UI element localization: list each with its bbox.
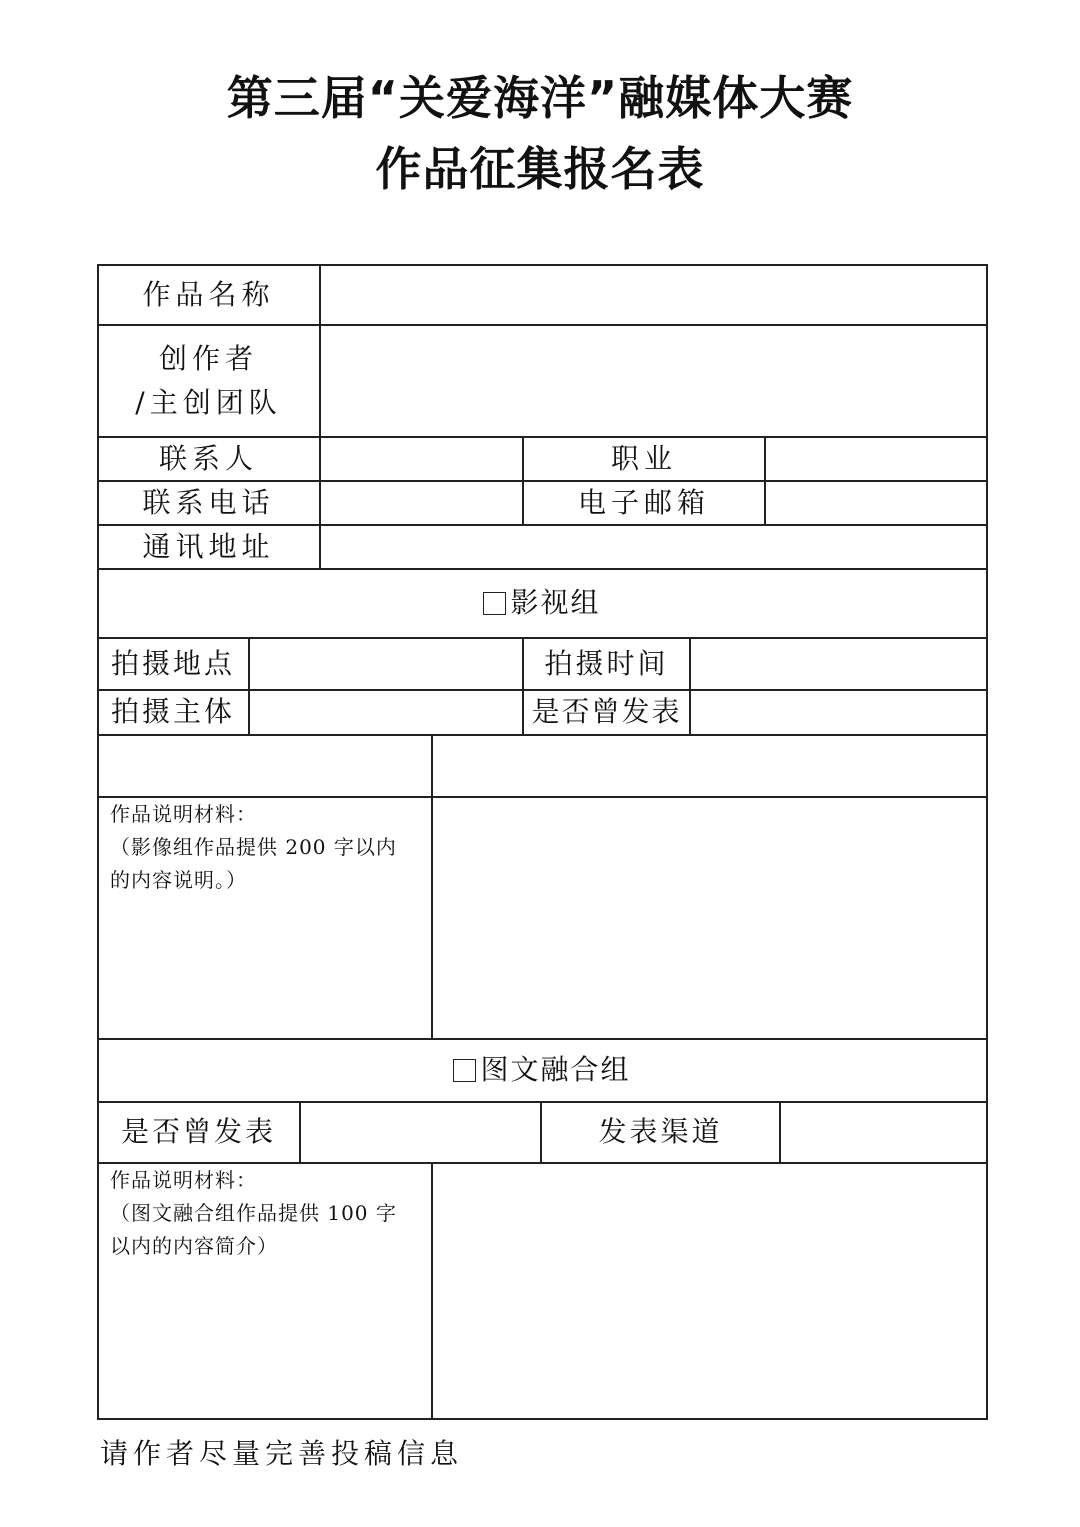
occupation-field[interactable] xyxy=(766,437,986,480)
table-border-bottom xyxy=(97,1418,987,1420)
video-description-field[interactable] xyxy=(433,797,986,1038)
graphic-description-field[interactable] xyxy=(433,1163,986,1418)
creator-label-line1: 创作者 xyxy=(158,342,258,376)
video-group-checkbox[interactable] xyxy=(483,592,506,615)
shoot-location-field[interactable] xyxy=(250,638,522,689)
graphic-group-checkbox[interactable] xyxy=(453,1059,476,1082)
blank-cell-left[interactable] xyxy=(98,735,431,796)
video-group-label: 影视组 xyxy=(510,586,601,620)
graphic-group-header xyxy=(98,1039,986,1101)
footer-note: 请作者尽量完善投稿信息 xyxy=(100,1437,464,1470)
video-description-note: 作品说明材料： （影像组作品提供 200 字以内 的内容说明。） xyxy=(110,802,397,892)
contact-label: 联系人 xyxy=(158,441,258,475)
shoot-subject-label: 拍摄主体 xyxy=(110,695,235,729)
graphic-published-field[interactable] xyxy=(301,1102,540,1162)
address-label: 通讯地址 xyxy=(142,529,275,563)
creator-label-line2: /主创团队 xyxy=(135,385,282,419)
contact-field[interactable] xyxy=(321,437,522,480)
occupation-label: 职业 xyxy=(610,441,677,475)
graphic-group-label: 图文融合组 xyxy=(480,1053,631,1087)
shoot-time-label: 拍摄时间 xyxy=(544,646,669,680)
graphic-description-note: 作品说明材料： （图文融合组作品提供 100 字 以内的内容简介） xyxy=(110,1168,397,1258)
shoot-location-label: 拍摄地点 xyxy=(110,646,235,680)
phone-label: 联系电话 xyxy=(142,485,275,519)
publish-channel-label: 发表渠道 xyxy=(598,1115,723,1149)
publish-channel-field[interactable] xyxy=(781,1102,986,1162)
work-name-field[interactable] xyxy=(321,265,986,324)
blank-cell-right[interactable] xyxy=(433,735,986,796)
video-group-header xyxy=(98,569,986,637)
shoot-subject-field[interactable] xyxy=(250,690,522,734)
work-name-label: 作品名称 xyxy=(142,277,275,311)
graphic-published-label: 是否曾发表 xyxy=(120,1115,276,1149)
creator-label xyxy=(98,325,319,436)
form-title-line2: 作品征集报名表 xyxy=(375,142,705,196)
form-title-line1: 第三届“关爱海洋”融媒体大赛 xyxy=(226,71,854,125)
video-published-field[interactable] xyxy=(691,690,986,734)
email-label: 电子邮箱 xyxy=(577,485,710,519)
video-published-label: 是否曾发表 xyxy=(531,695,682,729)
email-field[interactable] xyxy=(766,481,986,524)
shoot-time-field[interactable] xyxy=(691,638,986,689)
phone-field[interactable] xyxy=(321,481,522,524)
creator-field[interactable] xyxy=(321,325,986,436)
address-field[interactable] xyxy=(321,525,986,568)
